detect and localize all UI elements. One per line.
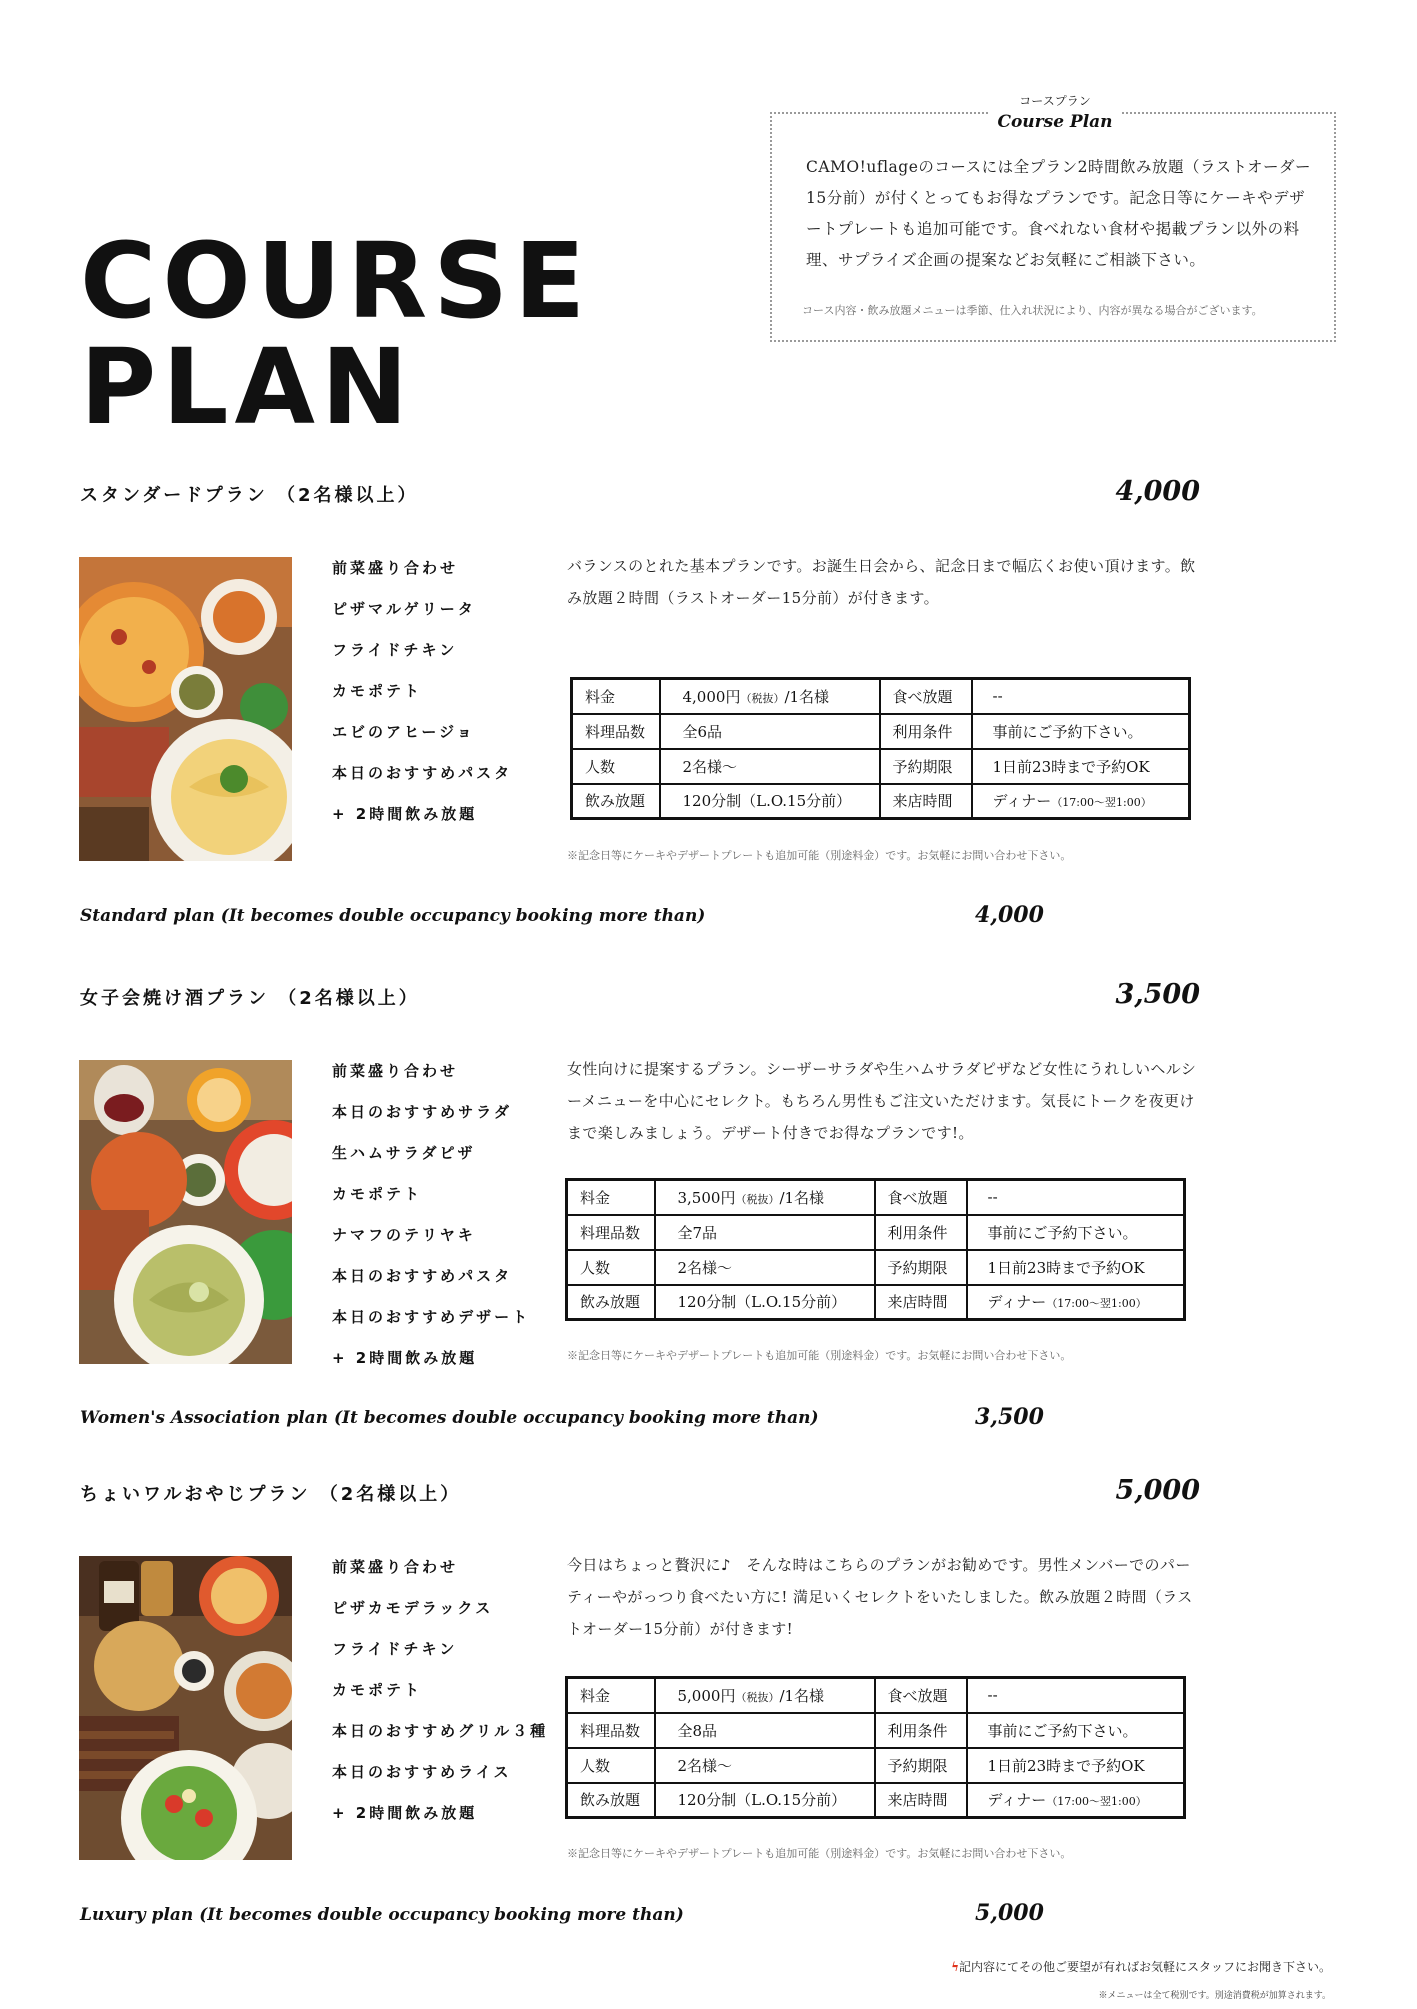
- plan-en-title: Luxury plan (It becomes double occupancy booking more than): [80, 1905, 684, 1925]
- lightning-icon: ϟ: [951, 1960, 959, 1974]
- label-drinks: 飲み放題: [567, 1783, 655, 1818]
- value-drinks: 120分制（L.O.15分前）: [655, 1285, 875, 1320]
- course-item: 本日のおすすめパスタ: [332, 764, 513, 782]
- label-drinks: 飲み放題: [567, 1285, 655, 1320]
- course-item: + 2時間飲み放題: [332, 1349, 478, 1367]
- label-dishes: 料理品数: [567, 1713, 655, 1748]
- course-item: 前菜盛り合わせ: [332, 1062, 459, 1080]
- course-list: [332, 1555, 548, 1842]
- value-people: 2名様～: [655, 1748, 875, 1783]
- plan-title: スタンダードプラン （2名様以上）: [80, 485, 419, 506]
- course-item: 生ハムサラダピザ: [332, 1144, 476, 1162]
- value-drinks: 120分制（L.O.15分前）: [660, 784, 880, 819]
- value-deadline: 1日前23時まで予約OK: [972, 749, 1190, 784]
- course-item: ピザカモデラックス: [332, 1599, 494, 1617]
- label-price: 料金: [567, 1180, 655, 1215]
- course-item: エビのアヒージョ: [332, 723, 475, 741]
- plan-note: ※記念日等にケーキやデザートプレートも追加可能（別途料金）です。お気軽にお問い合わせ下さい。: [567, 849, 1072, 862]
- label-buffet: 食べ放題: [875, 1678, 967, 1713]
- label-people: 人数: [572, 749, 660, 784]
- label-conditions: 利用条件: [880, 714, 972, 749]
- footer-tax-note: ※メニューは全て税別です。別途消費税が加算されます。: [1098, 1991, 1331, 2001]
- plan-note: ※記念日等にケーキやデザートプレートも追加可能（別途料金）です。お気軽にお問い合わせ下さい。: [567, 1847, 1072, 1860]
- plan-description: 女性向けに提案するプラン。シーザーサラダや生ハムサラダピザなど女性にうれしいヘルシーメニューを中心にセレクト。もちろん男性もご注文いただけます。気長にトークを夜更けまで楽しみましょう。デザート付きでお得なプランです!。: [567, 1060, 1197, 1142]
- page-title: [80, 220, 592, 448]
- course-item: 本日のおすすめパスタ: [332, 1267, 513, 1285]
- plan-info-table: [565, 1676, 1186, 1819]
- label-price: 料金: [567, 1678, 655, 1713]
- course-item: 前菜盛り合わせ: [332, 559, 459, 577]
- value-dishes: 全6品: [660, 714, 880, 749]
- value-price: 3,500円（税抜）/1名様: [655, 1180, 875, 1215]
- value-deadline: 1日前23時まで予約OK: [967, 1748, 1185, 1783]
- course-item: 本日のおすすめサラダ: [332, 1103, 513, 1121]
- course-item: + 2時間飲み放題: [332, 1804, 478, 1822]
- plan-title: 女子会焼け酒プラン （2名様以上）: [80, 988, 420, 1009]
- course-item: 本日のおすすめデザート: [332, 1308, 531, 1326]
- page-title-line1: COURSE: [80, 220, 592, 342]
- course-item: フライドチキン: [332, 641, 458, 659]
- value-deadline: 1日前23時まで予約OK: [967, 1250, 1185, 1285]
- label-deadline: 予約期限: [880, 749, 972, 784]
- value-people: 2名様～: [655, 1250, 875, 1285]
- course-item: ピザマルゲリータ: [332, 600, 476, 618]
- label-conditions: 利用条件: [875, 1713, 967, 1748]
- food-photo-icon: [79, 1556, 292, 1860]
- value-conditions: 事前にご予約下さい。: [967, 1713, 1185, 1748]
- value-people: 2名様～: [660, 749, 880, 784]
- intro-label-en: Course Plan: [990, 112, 1120, 132]
- label-deadline: 予約期限: [875, 1250, 967, 1285]
- plan-price: 4,000: [1115, 476, 1200, 507]
- value-hours: ディナー（17:00～翌1:00）: [967, 1783, 1185, 1818]
- footer-note: ϟ記内容にてその他ご要望が有ればお気軽にスタッフにお聞き下さい。: [951, 1960, 1331, 1974]
- label-buffet: 食べ放題: [875, 1180, 967, 1215]
- plan-photo-standard: [79, 557, 292, 861]
- course-list: [332, 556, 512, 843]
- label-hours: 来店時間: [875, 1285, 967, 1320]
- label-deadline: 予約期限: [875, 1748, 967, 1783]
- plan-title: ちょいワルおやじプラン （2名様以上）: [80, 1484, 462, 1505]
- label-dishes: 料理品数: [567, 1215, 655, 1250]
- plan-note: ※記念日等にケーキやデザートプレートも追加可能（別途料金）です。お気軽にお問い合わせ下さい。: [567, 1349, 1072, 1362]
- label-people: 人数: [567, 1250, 655, 1285]
- value-buffet: --: [967, 1678, 1185, 1713]
- label-dishes: 料理品数: [572, 714, 660, 749]
- course-item: 本日のおすすめライス: [332, 1763, 512, 1781]
- value-hours: ディナー（17:00～翌1:00）: [972, 784, 1190, 819]
- plan-info-table: [570, 677, 1191, 820]
- plan-description: バランスのとれた基本プランです。お誕生日会から、記念日まで幅広くお使い頂けます。飲み放題２時間（ラストオーダー15分前）が付きます。: [567, 557, 1196, 607]
- label-conditions: 利用条件: [875, 1215, 967, 1250]
- intro-note: コース内容・飲み放題メニューは季節、仕入れ状況により、内容が異なる場合がございます。: [802, 304, 1263, 317]
- course-list: [332, 1059, 530, 1387]
- value-drinks: 120分制（L.O.15分前）: [655, 1783, 875, 1818]
- label-buffet: 食べ放題: [880, 679, 972, 714]
- food-photo-icon: [79, 557, 292, 861]
- course-item: 本日のおすすめグリル３種: [332, 1722, 549, 1740]
- plan-price: 5,000: [1115, 1475, 1200, 1506]
- plan-photo-luxury: [79, 1556, 292, 1860]
- value-hours: ディナー（17:00～翌1:00）: [967, 1285, 1185, 1320]
- course-item: フライドチキン: [332, 1640, 458, 1658]
- label-people: 人数: [567, 1748, 655, 1783]
- label-hours: 来店時間: [880, 784, 972, 819]
- course-item: + 2時間飲み放題: [332, 805, 478, 823]
- value-buffet: --: [972, 679, 1190, 714]
- value-dishes: 全7品: [655, 1215, 875, 1250]
- value-conditions: 事前にご予約下さい。: [967, 1215, 1185, 1250]
- value-conditions: 事前にご予約下さい。: [972, 714, 1190, 749]
- plan-en-title: Standard plan (It becomes double occupancy booking more than): [80, 906, 706, 926]
- value-dishes: 全8品: [655, 1713, 875, 1748]
- page-title-line2: PLAN: [80, 326, 415, 448]
- plan-photo-womens: [79, 1060, 292, 1364]
- plan-description: 今日はちょっと贅沢に♪ そんな時はこちらのプランがお勧めです。男性メンバーでのパーティーやがっつり食べたい方に! 満足いくセレクトをいたしました。飲み放題２時間（ラストオーダー15分前）が付きます!: [567, 1556, 1193, 1638]
- intro-text: CAMO!uflageのコースには全プラン2時間飲み放題（ラストオーダー15分前）が付くとってもお得なプランです。記念日等にケーキやデザートプレートも追加可能です。食べれない食材や掲載プラン以外の料理、サプライズ企画の提案などお気軽にご相談下さい。: [806, 158, 1312, 269]
- course-item: 前菜盛り合わせ: [332, 1558, 459, 1576]
- intro-label-jp: コースプラン: [990, 92, 1120, 109]
- label-drinks: 飲み放題: [572, 784, 660, 819]
- food-photo-icon: [79, 1060, 292, 1364]
- plan-info-table: [565, 1178, 1186, 1321]
- value-price: 4,000円（税抜）/1名様: [660, 679, 880, 714]
- course-item: カモポテト: [332, 682, 423, 700]
- label-hours: 来店時間: [875, 1783, 967, 1818]
- value-price: 5,000円（税抜）/1名様: [655, 1678, 875, 1713]
- plan-price: 3,500: [1115, 979, 1200, 1010]
- plan-en-price: 3,500: [975, 1404, 1044, 1430]
- plan-en-price: 5,000: [975, 1900, 1044, 1926]
- value-buffet: --: [967, 1180, 1185, 1215]
- course-item: カモポテト: [332, 1681, 423, 1699]
- plan-en-price: 4,000: [975, 902, 1044, 928]
- label-price: 料金: [572, 679, 660, 714]
- plan-en-title: Women's Association plan (It becomes double occupancy booking more than): [80, 1408, 819, 1428]
- course-item: ナマフのテリヤキ: [332, 1226, 476, 1244]
- course-item: カモポテト: [332, 1185, 423, 1203]
